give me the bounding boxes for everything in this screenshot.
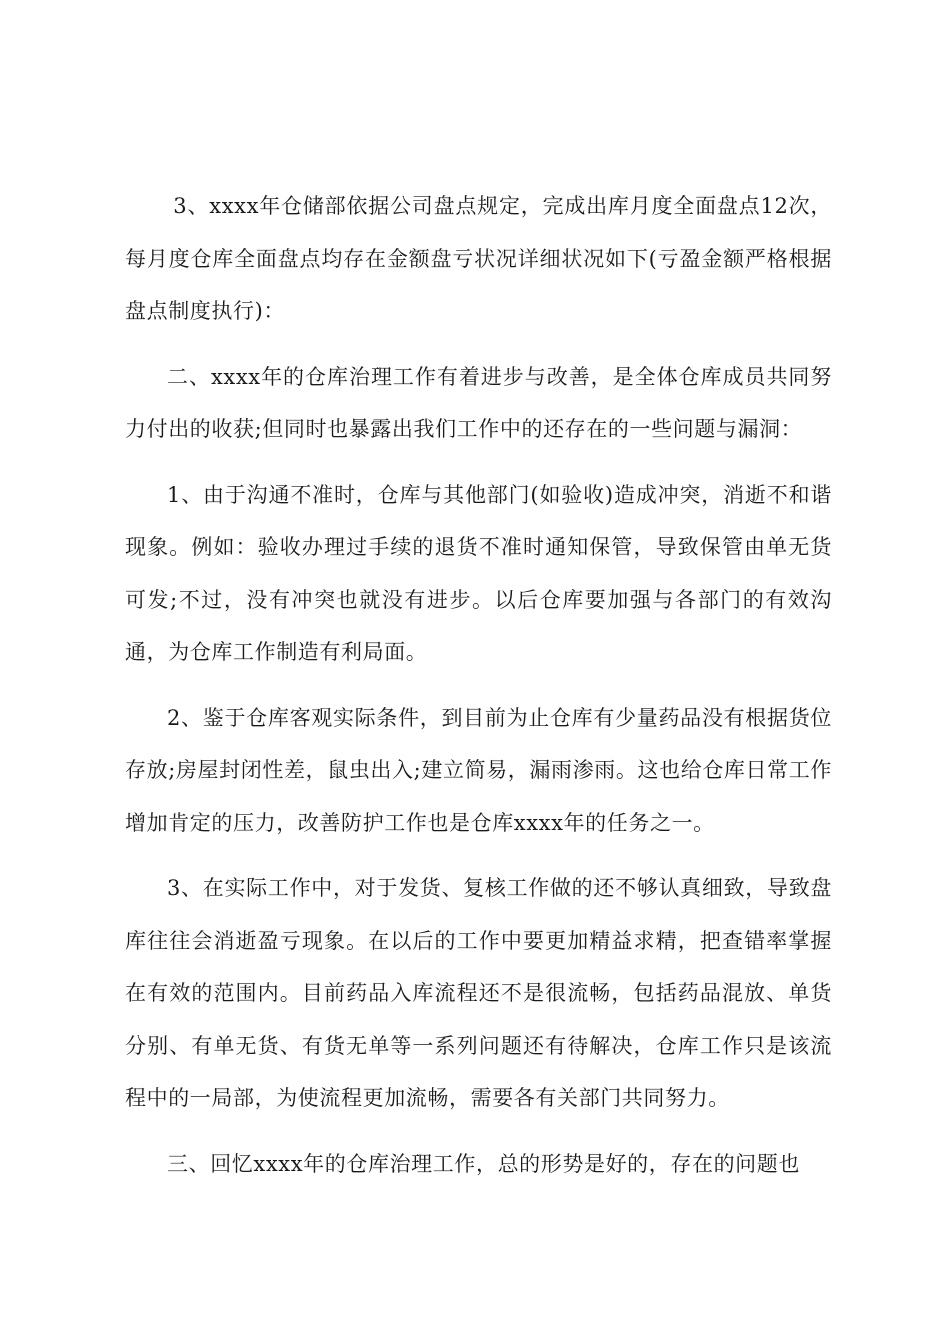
paragraph-inventory-count: 3、xxxx年仓储部依据公司盘点规定，完成出库月度全面盘点12次，每月度仓库全面盘点均存在金额盘亏状况详细状况如下(亏盈金额严格根据盘点制度执行)： [125, 194, 832, 323]
paragraph-storage-conditions: 2、鉴于仓库客观实际条件，到目前为止仓库有少量药品没有根据货位存放;房屋封闭性差，鼠虫出入;建立简易，漏雨渗雨。这也给仓库日常工作增加肯定的压力，改善防护工作也是仓库xxxx年的任务之一。 [125, 705, 832, 835]
paragraph-communication-issue: 1、由于沟通不准时，仓库与其他部门(如验收)造成冲突，消逝不和谐现象。例如：验收办理过手续的退货不准时通知保管，导致保管由单无货可发;不过，没有冲突也就没有进步。以后仓库要加强与各部门的有效沟通，为仓库工作制造有利局面。 [125, 482, 832, 664]
paragraph-shipping-review: 3、在实际工作中，对于发货、复核工作做的还不够认真细致，导致盘库往往会消逝盈亏现象。在以后的工作中要更加精益求精，把查错率掌握在有效的范围内。目前药品入库流程还不是很流畅，包括药品混放、单货分别、有单无货、有货无单等一系列问题还有待解决，仓库工作只是该流程中的一局部，为使流程更加流畅，需要各有关部门共同努力。 [125, 876, 832, 1110]
paragraph-section-three: 三、回忆xxxx年的仓库治理工作，总的形势是好的，存在的问题也 [167, 1151, 800, 1176]
paragraph-section-two: 二、xxxx年的仓库治理工作有着进步与改善，是全体仓库成员共同努力付出的收获;但同时也暴露出我们工作中的还存在的一些问题与漏洞： [125, 364, 832, 441]
document-body [125, 180, 832, 1203]
